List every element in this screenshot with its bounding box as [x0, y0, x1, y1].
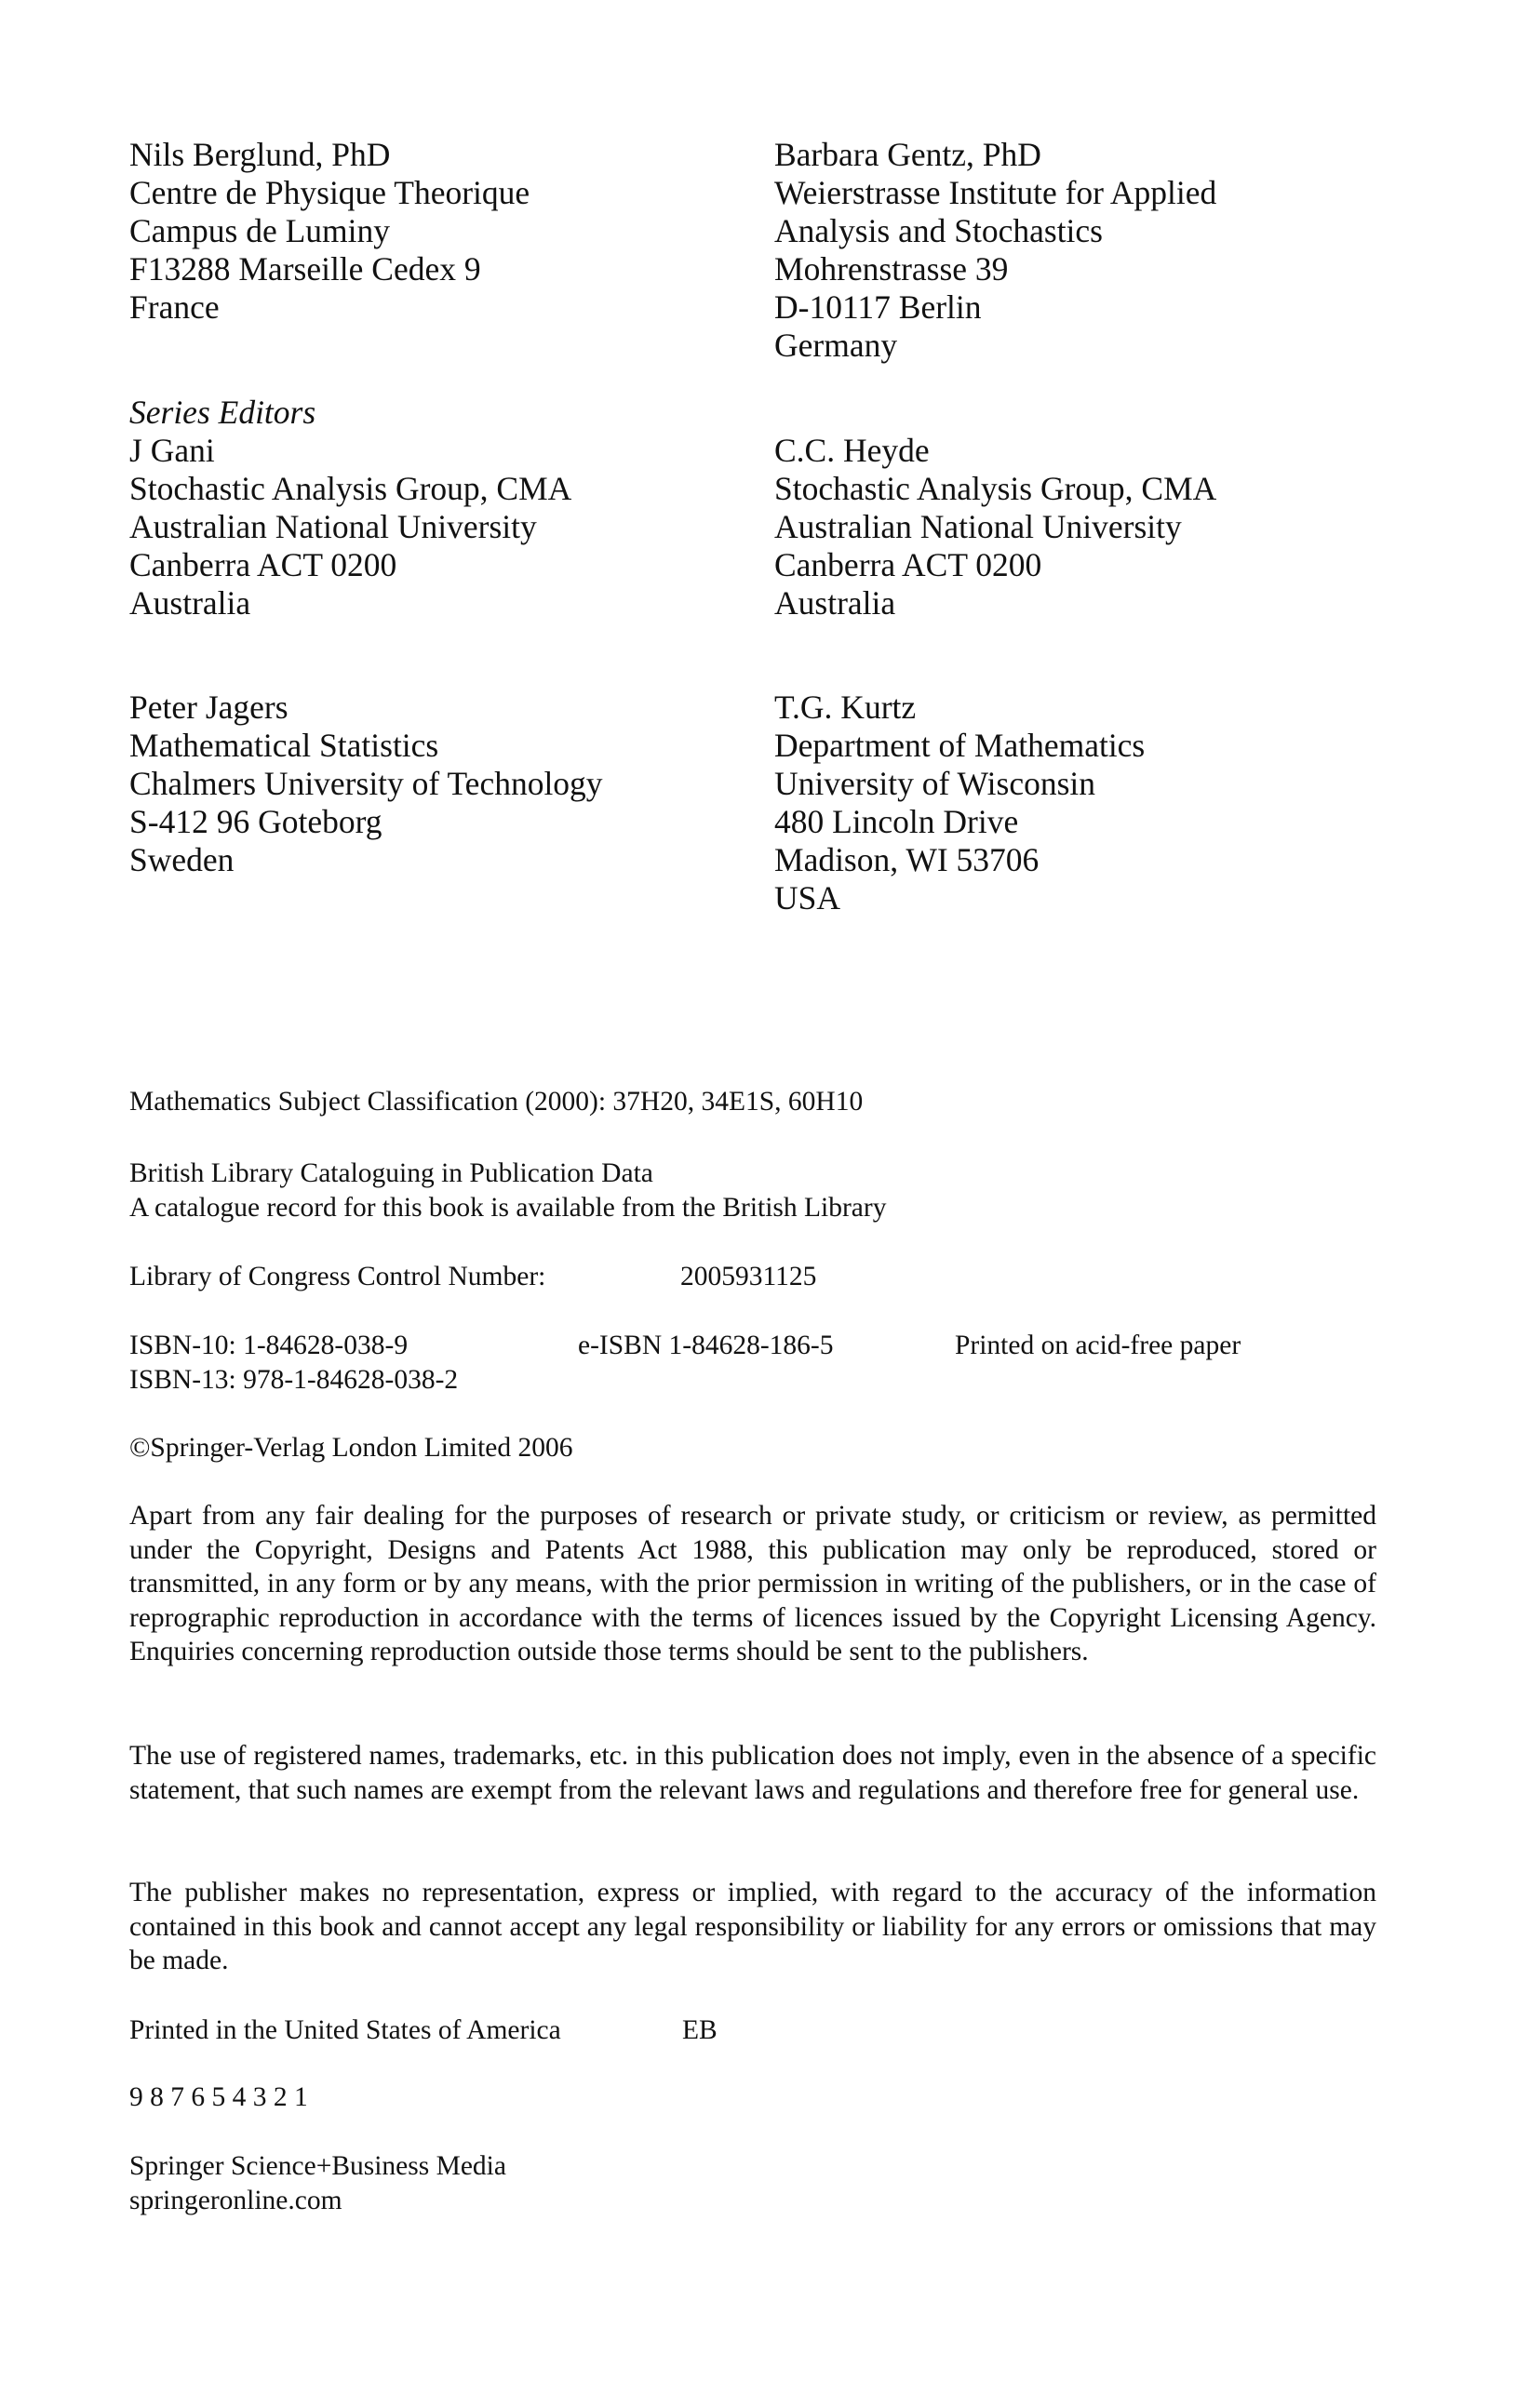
address-line: F13288 Marseille Cedex 9 — [129, 250, 481, 288]
address-line: France — [129, 288, 220, 326]
editor-name: C.C. Heyde — [774, 432, 930, 469]
publisher-url[interactable]: springeronline.com — [129, 2185, 342, 2215]
isbn-10: ISBN-10: 1-84628-038-9 — [129, 1331, 409, 1360]
series-editors-label: Series Editors — [129, 394, 316, 431]
address-line: S-412 96 Goteborg — [129, 803, 382, 840]
address-line: Centre de Physique Theorique — [129, 174, 530, 211]
publisher-info — [129, 2149, 1376, 2217]
address-line: Madison, WI 53706 — [774, 841, 1040, 878]
paragraph-liability: The publisher makes no representation, express or implied, with regard to the accuracy of the information contained in this book and cannot accept any legal responsibility or liability for any errors or omissions that may be made. — [129, 1878, 1376, 1975]
address-line: Australian National University — [774, 508, 1182, 545]
address-line: Germany — [774, 327, 898, 364]
address-line: Stochastic Analysis Group, CMA — [774, 470, 1217, 507]
british-library-heading: British Library Cataloguing in Publication Data — [129, 1158, 653, 1188]
publisher-name: Springer Science+Business Media — [129, 2151, 506, 2181]
msc-classification: Mathematics Subject Classification (2000): 37H20, 34E1S, 60H10 — [129, 1087, 864, 1117]
editor-name: J Gani — [129, 432, 215, 469]
address-line: Stochastic Analysis Group, CMA — [129, 470, 572, 507]
address-line: Campus de Luminy — [129, 212, 391, 249]
editor-name: T.G. Kurtz — [774, 689, 917, 726]
address-line: University of Wisconsin — [774, 765, 1095, 802]
author-name: Nils Berglund, PhD — [129, 136, 391, 173]
loc-number: 2005931125 — [680, 1262, 817, 1291]
author-address-right — [774, 136, 1216, 365]
author-name: Barbara Gentz, PhD — [774, 136, 1041, 173]
editor-address-heyde — [774, 432, 1216, 622]
address-line: Sweden — [129, 841, 235, 878]
british-library-data — [129, 1157, 1376, 1224]
acid-free-paper-note: Printed on acid-free paper — [955, 1331, 1241, 1360]
address-line: D-10117 Berlin — [774, 288, 982, 326]
address-line: Analysis and Stochastics — [774, 212, 1103, 249]
paragraph-trademarks: The use of registered names, trademarks, etc. in this publication does not imply, even in the absence of a specific statement, that such names are exempt from the relevant laws and regulations and therefore free for general use. — [129, 1741, 1376, 1805]
copyright-notice: ©Springer-Verlag London Limited 2006 — [129, 1433, 573, 1463]
address-line: 480 Lincoln Drive — [774, 803, 1019, 840]
isbn-13: ISBN-13: 978-1-84628-038-2 — [129, 1365, 459, 1395]
printed-in: Printed in the United States of America — [129, 2015, 561, 2045]
address-line: Weierstrasse Institute for Applied — [774, 174, 1217, 211]
editor-name: Peter Jagers — [129, 689, 288, 726]
address-line: Canberra ACT 0200 — [774, 546, 1042, 583]
printing-number-line: 9 8 7 6 5 4 3 2 1 — [129, 2082, 308, 2112]
editor-address-kurtz — [774, 689, 1145, 917]
paragraph-fair-dealing: Apart from any fair dealing for the purposes of research or private study, or criticism or review, as permitted under the Copyright, Designs and Patents Act 1988, this publication may only be reproduced, stored or transmitted, in any form or by any means, with the prior permission in writing of the publishers, or in the case of reprographic reproduction in accordance with the terms of licences issued by the Copyright Licensing Agency. Enquiries concerning reproduction outside those terms should be sent to the publishers. — [129, 1501, 1376, 1666]
loc-label: Library of Congress Control Number: — [129, 1262, 546, 1291]
address-line: Canberra ACT 0200 — [129, 546, 397, 583]
address-line: Australia — [129, 584, 251, 622]
address-line: Mohrenstrasse 39 — [774, 250, 1009, 288]
editor-address-jagers — [129, 689, 603, 879]
address-line: Australia — [774, 584, 896, 622]
address-line: Australian National University — [129, 508, 537, 545]
address-line: Chalmers University of Technology — [129, 765, 603, 802]
editor-address-gani — [129, 394, 571, 622]
address-line: Mathematical Statistics — [129, 727, 439, 764]
address-line: USA — [774, 879, 841, 916]
british-library-note: A catalogue record for this book is available from the British Library — [129, 1192, 887, 1223]
printer-code: EB — [682, 2015, 718, 2045]
author-address-left — [129, 136, 530, 327]
address-line: Department of Mathematics — [774, 727, 1146, 764]
e-isbn: e-ISBN 1-84628-186-5 — [578, 1331, 834, 1360]
